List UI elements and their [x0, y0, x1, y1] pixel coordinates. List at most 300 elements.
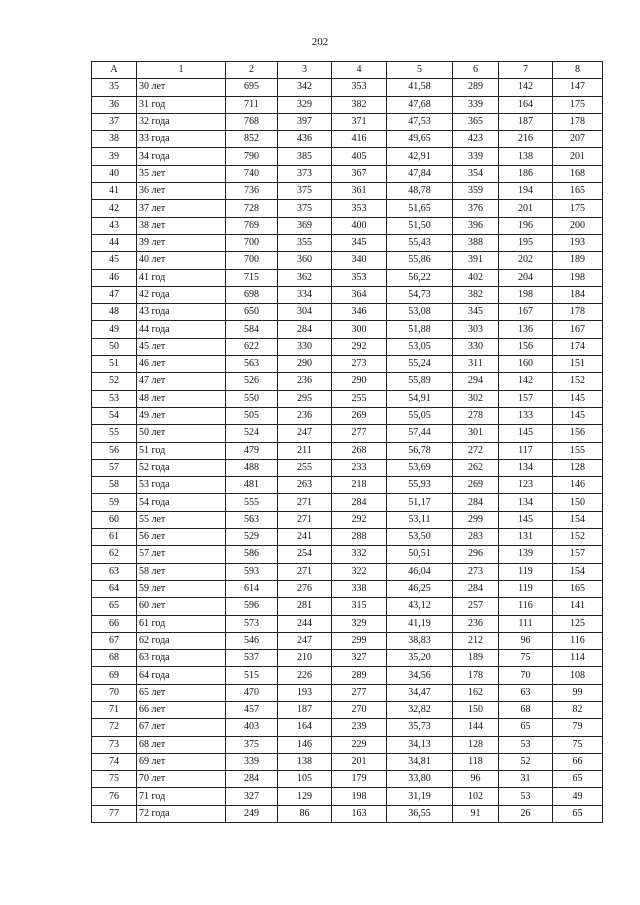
age-label-cell: 49 лет [137, 407, 226, 424]
age-label-cell: 52 года [137, 459, 226, 476]
value-cell: 164 [278, 719, 332, 736]
value-cell: 54,73 [387, 286, 453, 303]
value-cell: 790 [226, 148, 278, 165]
row-index-cell: 64 [92, 580, 137, 597]
value-cell: 698 [226, 286, 278, 303]
value-cell: 359 [453, 183, 499, 200]
value-cell: 303 [453, 321, 499, 338]
value-cell: 584 [226, 321, 278, 338]
table-row [92, 113, 603, 130]
age-label-cell: 65 лет [137, 684, 226, 701]
value-cell: 178 [453, 667, 499, 684]
value-cell: 86 [278, 805, 332, 822]
value-cell: 47,53 [387, 113, 453, 130]
value-cell: 145 [499, 511, 553, 528]
value-cell: 327 [332, 650, 387, 667]
value-cell: 360 [278, 252, 332, 269]
value-cell: 186 [499, 165, 553, 182]
value-cell: 154 [553, 563, 603, 580]
value-cell: 55,86 [387, 252, 453, 269]
value-cell: 164 [499, 96, 553, 113]
value-cell: 145 [553, 390, 603, 407]
value-cell: 546 [226, 632, 278, 649]
column-header: 6 [453, 62, 499, 79]
value-cell: 416 [332, 131, 387, 148]
table-body [92, 79, 603, 823]
value-cell: 53,05 [387, 338, 453, 355]
value-cell: 218 [332, 477, 387, 494]
value-cell: 142 [499, 79, 553, 96]
value-cell: 123 [499, 477, 553, 494]
value-cell: 288 [332, 529, 387, 546]
value-cell: 201 [499, 200, 553, 217]
value-cell: 283 [453, 529, 499, 546]
value-cell: 102 [453, 788, 499, 805]
age-label-cell: 69 лет [137, 753, 226, 770]
age-label-cell: 41 год [137, 269, 226, 286]
value-cell: 400 [332, 217, 387, 234]
header-row [92, 62, 603, 79]
value-cell: 481 [226, 477, 278, 494]
row-index-cell: 42 [92, 200, 137, 217]
value-cell: 268 [332, 442, 387, 459]
value-cell: 136 [499, 321, 553, 338]
value-cell: 141 [553, 598, 603, 615]
value-cell: 211 [278, 442, 332, 459]
value-cell: 479 [226, 442, 278, 459]
value-cell: 241 [278, 529, 332, 546]
table-row [92, 598, 603, 615]
row-index-cell: 40 [92, 165, 137, 182]
value-cell: 375 [278, 200, 332, 217]
row-index-cell: 66 [92, 615, 137, 632]
value-cell: 53,50 [387, 529, 453, 546]
age-label-cell: 44 года [137, 321, 226, 338]
value-cell: 34,13 [387, 736, 453, 753]
row-index-cell: 41 [92, 183, 137, 200]
value-cell: 55,24 [387, 356, 453, 373]
value-cell: 207 [553, 131, 603, 148]
column-header: 3 [278, 62, 332, 79]
value-cell: 339 [453, 148, 499, 165]
value-cell: 700 [226, 234, 278, 251]
value-cell: 269 [453, 477, 499, 494]
value-cell: 330 [278, 338, 332, 355]
row-index-cell: 48 [92, 304, 137, 321]
age-label-cell: 35 лет [137, 165, 226, 182]
value-cell: 289 [332, 667, 387, 684]
row-index-cell: 43 [92, 217, 137, 234]
row-index-cell: 72 [92, 719, 137, 736]
table-row [92, 373, 603, 390]
table-row [92, 321, 603, 338]
value-cell: 586 [226, 546, 278, 563]
value-cell: 49,65 [387, 131, 453, 148]
row-index-cell: 73 [92, 736, 137, 753]
value-cell: 365 [453, 113, 499, 130]
value-cell: 284 [453, 580, 499, 597]
value-cell: 68 [499, 701, 553, 718]
value-cell: 229 [332, 736, 387, 753]
age-label-cell: 62 года [137, 632, 226, 649]
value-cell: 700 [226, 252, 278, 269]
value-cell: 46,25 [387, 580, 453, 597]
value-cell: 163 [332, 805, 387, 822]
age-label-cell: 50 лет [137, 425, 226, 442]
age-label-cell: 48 лет [137, 390, 226, 407]
value-cell: 42,91 [387, 148, 453, 165]
value-cell: 134 [499, 494, 553, 511]
row-index-cell: 58 [92, 477, 137, 494]
value-cell: 65 [499, 719, 553, 736]
value-cell: 334 [278, 286, 332, 303]
value-cell: 32,82 [387, 701, 453, 718]
value-cell: 38,83 [387, 632, 453, 649]
table-row [92, 217, 603, 234]
value-cell: 41,19 [387, 615, 453, 632]
value-cell: 34,81 [387, 753, 453, 770]
value-cell: 273 [453, 563, 499, 580]
value-cell: 290 [278, 356, 332, 373]
value-cell: 236 [453, 615, 499, 632]
row-index-cell: 70 [92, 684, 137, 701]
table-row [92, 234, 603, 251]
value-cell: 47,68 [387, 96, 453, 113]
value-cell: 198 [332, 788, 387, 805]
table-row [92, 494, 603, 511]
value-cell: 212 [453, 632, 499, 649]
value-cell: 167 [499, 304, 553, 321]
value-cell: 75 [499, 650, 553, 667]
value-cell: 290 [332, 373, 387, 390]
value-cell: 53,69 [387, 459, 453, 476]
row-index-cell: 63 [92, 563, 137, 580]
value-cell: 403 [226, 719, 278, 736]
table-row [92, 183, 603, 200]
value-cell: 262 [453, 459, 499, 476]
value-cell: 596 [226, 598, 278, 615]
age-label-cell: 57 лет [137, 546, 226, 563]
value-cell: 36,55 [387, 805, 453, 822]
value-cell: 382 [453, 286, 499, 303]
row-index-cell: 44 [92, 234, 137, 251]
value-cell: 96 [453, 771, 499, 788]
table-row [92, 546, 603, 563]
value-cell: 162 [453, 684, 499, 701]
row-index-cell: 35 [92, 79, 137, 96]
value-cell: 711 [226, 96, 278, 113]
value-cell: 736 [226, 183, 278, 200]
value-cell: 187 [278, 701, 332, 718]
value-cell: 150 [453, 701, 499, 718]
value-cell: 276 [278, 580, 332, 597]
value-cell: 144 [453, 719, 499, 736]
value-cell: 189 [453, 650, 499, 667]
value-cell: 139 [499, 546, 553, 563]
table-row [92, 788, 603, 805]
value-cell: 195 [499, 234, 553, 251]
value-cell: 133 [499, 407, 553, 424]
age-label-cell: 43 года [137, 304, 226, 321]
value-cell: 505 [226, 407, 278, 424]
value-cell: 457 [226, 701, 278, 718]
value-cell: 284 [226, 771, 278, 788]
value-cell: 142 [499, 373, 553, 390]
value-cell: 332 [332, 546, 387, 563]
value-cell: 46,04 [387, 563, 453, 580]
age-label-cell: 39 лет [137, 234, 226, 251]
row-index-cell: 76 [92, 788, 137, 805]
value-cell: 353 [332, 200, 387, 217]
value-cell: 524 [226, 425, 278, 442]
table-row [92, 96, 603, 113]
table-row [92, 667, 603, 684]
table-row [92, 719, 603, 736]
value-cell: 271 [278, 563, 332, 580]
age-label-cell: 59 лет [137, 580, 226, 597]
age-label-cell: 55 лет [137, 511, 226, 528]
value-cell: 573 [226, 615, 278, 632]
age-label-cell: 71 год [137, 788, 226, 805]
value-cell: 196 [499, 217, 553, 234]
value-cell: 236 [278, 407, 332, 424]
value-cell: 339 [226, 753, 278, 770]
value-cell: 82 [553, 701, 603, 718]
row-index-cell: 77 [92, 805, 137, 822]
value-cell: 178 [553, 304, 603, 321]
value-cell: 210 [278, 650, 332, 667]
value-cell: 355 [278, 234, 332, 251]
value-cell: 200 [553, 217, 603, 234]
row-index-cell: 59 [92, 494, 137, 511]
value-cell: 56,22 [387, 269, 453, 286]
value-cell: 470 [226, 684, 278, 701]
column-header: 2 [226, 62, 278, 79]
value-cell: 204 [499, 269, 553, 286]
value-cell: 342 [278, 79, 332, 96]
value-cell: 111 [499, 615, 553, 632]
table-row [92, 650, 603, 667]
value-cell: 382 [332, 96, 387, 113]
value-cell: 330 [453, 338, 499, 355]
value-cell: 375 [226, 736, 278, 753]
age-label-cell: 68 лет [137, 736, 226, 753]
row-index-cell: 51 [92, 356, 137, 373]
value-cell: 304 [278, 304, 332, 321]
value-cell: 338 [332, 580, 387, 597]
value-cell: 48,78 [387, 183, 453, 200]
column-header: 8 [553, 62, 603, 79]
value-cell: 53 [499, 788, 553, 805]
value-cell: 51,65 [387, 200, 453, 217]
value-cell: 201 [553, 148, 603, 165]
value-cell: 202 [499, 252, 553, 269]
value-cell: 50,51 [387, 546, 453, 563]
value-cell: 555 [226, 494, 278, 511]
value-cell: 129 [278, 788, 332, 805]
table-header [92, 62, 603, 79]
value-cell: 57,44 [387, 425, 453, 442]
value-cell: 271 [278, 511, 332, 528]
value-cell: 35,20 [387, 650, 453, 667]
value-cell: 281 [278, 598, 332, 615]
row-index-cell: 65 [92, 598, 137, 615]
value-cell: 345 [453, 304, 499, 321]
value-cell: 329 [278, 96, 332, 113]
age-label-cell: 30 лет [137, 79, 226, 96]
value-cell: 96 [499, 632, 553, 649]
value-cell: 117 [499, 442, 553, 459]
value-cell: 35,73 [387, 719, 453, 736]
value-cell: 622 [226, 338, 278, 355]
value-cell: 54,91 [387, 390, 453, 407]
table-row [92, 200, 603, 217]
value-cell: 134 [499, 459, 553, 476]
value-cell: 53,08 [387, 304, 453, 321]
table-row [92, 442, 603, 459]
value-cell: 105 [278, 771, 332, 788]
value-cell: 226 [278, 667, 332, 684]
age-label-cell: 64 года [137, 667, 226, 684]
age-label-cell: 38 лет [137, 217, 226, 234]
value-cell: 391 [453, 252, 499, 269]
value-cell: 299 [332, 632, 387, 649]
value-cell: 156 [499, 338, 553, 355]
value-cell: 51,17 [387, 494, 453, 511]
row-index-cell: 47 [92, 286, 137, 303]
value-cell: 289 [453, 79, 499, 96]
value-cell: 327 [226, 788, 278, 805]
value-cell: 364 [332, 286, 387, 303]
value-cell: 436 [278, 131, 332, 148]
value-cell: 178 [553, 113, 603, 130]
value-cell: 369 [278, 217, 332, 234]
value-cell: 91 [453, 805, 499, 822]
page-number: 202 [311, 36, 329, 48]
row-index-cell: 37 [92, 113, 137, 130]
value-cell: 41,58 [387, 79, 453, 96]
age-label-cell: 33 года [137, 131, 226, 148]
column-header: 5 [387, 62, 453, 79]
value-cell: 272 [453, 442, 499, 459]
value-cell: 294 [453, 373, 499, 390]
value-cell: 146 [553, 477, 603, 494]
value-cell: 550 [226, 390, 278, 407]
value-cell: 51,50 [387, 217, 453, 234]
value-cell: 371 [332, 113, 387, 130]
table-row [92, 269, 603, 286]
age-label-cell: 54 года [137, 494, 226, 511]
table-row [92, 684, 603, 701]
value-cell: 852 [226, 131, 278, 148]
value-cell: 373 [278, 165, 332, 182]
value-cell: 31 [499, 771, 553, 788]
table-row [92, 805, 603, 822]
age-label-cell: 32 года [137, 113, 226, 130]
value-cell: 345 [332, 234, 387, 251]
age-label-cell: 66 лет [137, 701, 226, 718]
column-header: 1 [137, 62, 226, 79]
value-cell: 53,11 [387, 511, 453, 528]
age-label-cell: 70 лет [137, 771, 226, 788]
value-cell: 388 [453, 234, 499, 251]
value-cell: 116 [553, 632, 603, 649]
value-cell: 152 [553, 373, 603, 390]
value-cell: 157 [553, 546, 603, 563]
age-label-cell: 47 лет [137, 373, 226, 390]
row-index-cell: 49 [92, 321, 137, 338]
value-cell: 150 [553, 494, 603, 511]
age-label-cell: 45 лет [137, 338, 226, 355]
value-cell: 254 [278, 546, 332, 563]
value-cell: 255 [278, 459, 332, 476]
value-cell: 311 [453, 356, 499, 373]
value-cell: 201 [332, 753, 387, 770]
value-cell: 118 [453, 753, 499, 770]
table-row [92, 477, 603, 494]
row-index-cell: 67 [92, 632, 137, 649]
value-cell: 299 [453, 511, 499, 528]
row-index-cell: 60 [92, 511, 137, 528]
value-cell: 146 [278, 736, 332, 753]
row-index-cell: 57 [92, 459, 137, 476]
table-row [92, 338, 603, 355]
table-row [92, 736, 603, 753]
value-cell: 284 [453, 494, 499, 511]
value-cell: 300 [332, 321, 387, 338]
value-cell: 179 [332, 771, 387, 788]
value-cell: 145 [499, 425, 553, 442]
value-cell: 537 [226, 650, 278, 667]
value-cell: 189 [553, 252, 603, 269]
value-cell: 271 [278, 494, 332, 511]
value-cell: 563 [226, 356, 278, 373]
value-cell: 302 [453, 390, 499, 407]
age-label-cell: 36 лет [137, 183, 226, 200]
table-row [92, 529, 603, 546]
value-cell: 49 [553, 788, 603, 805]
value-cell: 740 [226, 165, 278, 182]
row-index-cell: 54 [92, 407, 137, 424]
table-row [92, 580, 603, 597]
value-cell: 353 [332, 79, 387, 96]
value-cell: 128 [553, 459, 603, 476]
age-label-cell: 58 лет [137, 563, 226, 580]
value-cell: 114 [553, 650, 603, 667]
table-row [92, 79, 603, 96]
value-cell: 405 [332, 148, 387, 165]
value-cell: 168 [553, 165, 603, 182]
value-cell: 284 [332, 494, 387, 511]
value-cell: 34,56 [387, 667, 453, 684]
value-cell: 526 [226, 373, 278, 390]
value-cell: 249 [226, 805, 278, 822]
value-cell: 769 [226, 217, 278, 234]
value-cell: 216 [499, 131, 553, 148]
value-cell: 184 [553, 286, 603, 303]
value-cell: 55,43 [387, 234, 453, 251]
value-cell: 375 [278, 183, 332, 200]
value-cell: 34,47 [387, 684, 453, 701]
table-row [92, 304, 603, 321]
value-cell: 145 [553, 407, 603, 424]
age-label-cell: 63 года [137, 650, 226, 667]
row-index-cell: 62 [92, 546, 137, 563]
value-cell: 650 [226, 304, 278, 321]
value-cell: 26 [499, 805, 553, 822]
table-row [92, 701, 603, 718]
value-cell: 340 [332, 252, 387, 269]
